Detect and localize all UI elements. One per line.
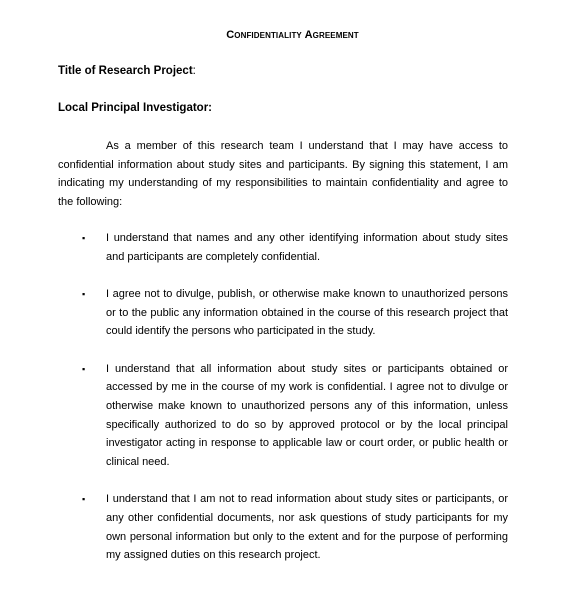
- agreement-bullet-list: [0, 229, 585, 584]
- bullet-icon: ▪: [82, 363, 86, 374]
- list-item: [0, 490, 585, 565]
- list-item: [0, 229, 585, 266]
- intro-paragraph: As a member of this research team I understand that I may have access to confidential information about study sites and participants. By signing this statement, I am indicating my understanding of my responsibilities to maintain confidentiality and agree to the following:: [58, 140, 508, 209]
- bullet-icon: ▪: [82, 494, 86, 505]
- bullet-text: I understand that I am not to read information about study sites or participants, or any other confidential documents, nor ask questions of study participants for my own personal information but only to the extent and for the purpose of performing my assigned duties on this research project.: [106, 493, 508, 562]
- research-project-title-label: [58, 65, 196, 77]
- research-project-title-text: Title of Research Project: [58, 65, 193, 77]
- bullet-text: I agree not to divulge, publish, or otherwise make known to unauthorized persons or to the public any information obtained in the course of this research project that could identify the persons who participated in the study.: [106, 287, 508, 338]
- bullet-text: I understand that all information about study sites or participants obtained or accessed by me in the course of my work is confidential. I agree not to divulge or otherwise make known to unauthorized persons any of this information, unless specifically authorized to do so by approved protocol or by the local principal investigator acting in response to applicable law or court order, or public health or clinical need.: [106, 362, 508, 469]
- label-colon: :: [192, 65, 196, 77]
- bullet-icon: ▪: [82, 288, 86, 299]
- document-title: Confidentiality Agreement: [226, 29, 359, 41]
- bullet-text: I understand that names and any other identifying information about study sites and participants are completely confidential.: [106, 232, 508, 263]
- list-item: [0, 285, 585, 341]
- principal-investigator-label: Local Principal Investigator:: [58, 102, 213, 114]
- bullet-icon: ▪: [82, 233, 86, 243]
- list-item: [0, 360, 585, 472]
